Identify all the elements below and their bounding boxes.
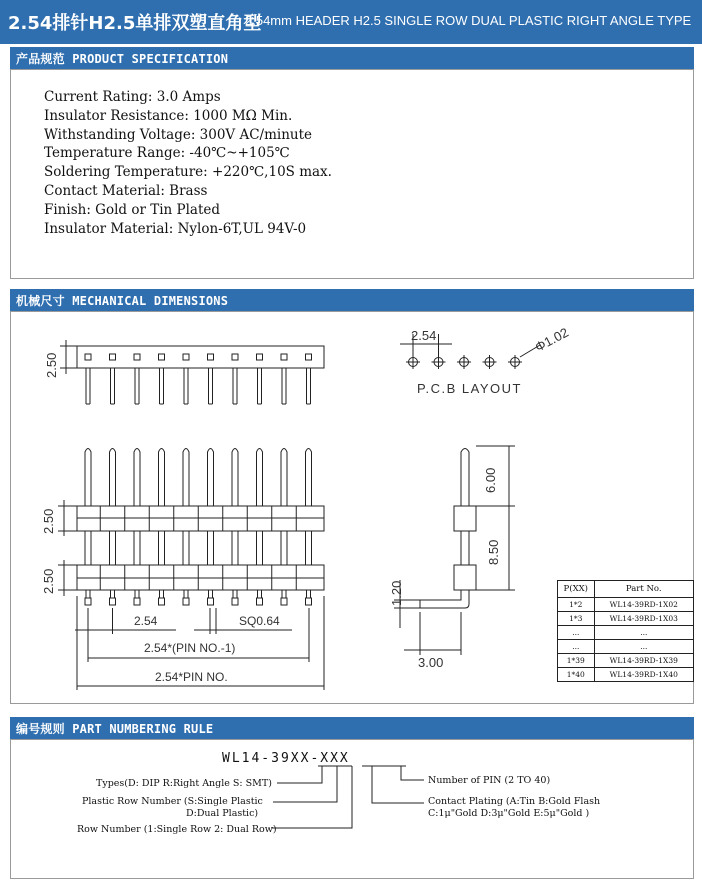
mech-header: 机械尺寸 MECHANICAL DIMENSIONS	[16, 294, 229, 308]
dim-250-b: 2.50	[41, 568, 56, 594]
pn-types: Types(D: DIP R:Right Angle S: SMT)	[96, 778, 272, 789]
dim-850: 8.50	[486, 539, 501, 565]
spec-header: 产品规范 PRODUCT SPECIFICATION	[16, 52, 229, 66]
table-cell: 1*3	[558, 612, 595, 626]
spec-item: Contact Material: Brass	[44, 182, 208, 199]
dim-254: 2.54	[134, 614, 158, 628]
spec-item: Temperature Range: -40℃~+105℃	[44, 145, 290, 162]
pn-plastic-row-2: D:Dual Plastic)	[186, 808, 259, 819]
table-cell: ...	[594, 626, 693, 640]
spec-item: Current Rating: 3.0 Amps	[44, 89, 221, 105]
table-header: Part No.	[594, 581, 693, 598]
table-cell: 1*39	[558, 654, 595, 668]
table-cell: ...	[558, 640, 595, 654]
table-cell: 1*40	[558, 668, 595, 682]
table-cell: WL14-39RD-1X40	[594, 668, 693, 682]
pn-num-pin: Number of PIN (2 TO 40)	[428, 775, 551, 786]
spec-item: Insulator Material: Nylon-6T,UL 94V-0	[44, 220, 307, 237]
table-cell: WL14-39RD-1X39	[594, 654, 693, 668]
spec-item: Soldering Temperature: +220℃,10S max.	[44, 164, 332, 181]
title-cn: 2.54排针H2.5单排双塑直角型	[8, 13, 262, 34]
table-cell: WL14-39RD-1X03	[594, 612, 693, 626]
table-cell: 1*2	[558, 598, 595, 612]
title-en: 2.54mm HEADER H2.5 SINGLE ROW DUAL PLASTIC RIGHT ANGLE TYPE	[245, 13, 692, 28]
dim-250-a: 2.50	[41, 508, 56, 534]
dim-pin-minus: 2.54*(PIN NO.-1)	[144, 641, 236, 655]
pn-plastic-row-1: Plastic Row Number (S:Single Plastic	[82, 796, 263, 807]
dim-300: 3.00	[418, 655, 444, 670]
dim-pin: 2.54*PIN NO.	[155, 670, 228, 684]
dim-250-top: 2.50	[44, 352, 59, 378]
pn-row-number: Row Number (1:Single Row 2: Dual Row)	[77, 824, 277, 835]
table-cell: WL14-39RD-1X02	[594, 598, 693, 612]
pn-plating-1: Contact Plating (A:Tin B:Gold Flash	[428, 796, 601, 807]
dim-120: 1.20	[389, 580, 404, 606]
table-header: P(XX)	[558, 581, 595, 598]
table-cell: ...	[558, 626, 595, 640]
dim-sq: SQ0.64	[239, 614, 280, 628]
table-cell: ...	[594, 640, 693, 654]
pn-header: 编号规则 PART NUMBERING RULE	[16, 722, 214, 736]
pn-plating-2: C:1μ"Gold D:3μ"Gold E:5μ"Gold )	[428, 808, 590, 819]
pcb-layout-label: P.C.B LAYOUT	[417, 381, 522, 396]
dim-600: 6.00	[483, 467, 498, 493]
dim-hole: Φ1.02	[532, 324, 571, 355]
spec-item: Finish: Gold or Tin Plated	[44, 201, 221, 218]
dim-254-pcb: 2.54	[411, 328, 437, 343]
spec-item: Withstanding Voltage: 300V AC/minute	[44, 126, 313, 143]
part-code: WL14-39XX-XXX	[222, 751, 350, 766]
spec-item: Insulator Resistance: 1000 MΩ Min.	[44, 107, 293, 124]
